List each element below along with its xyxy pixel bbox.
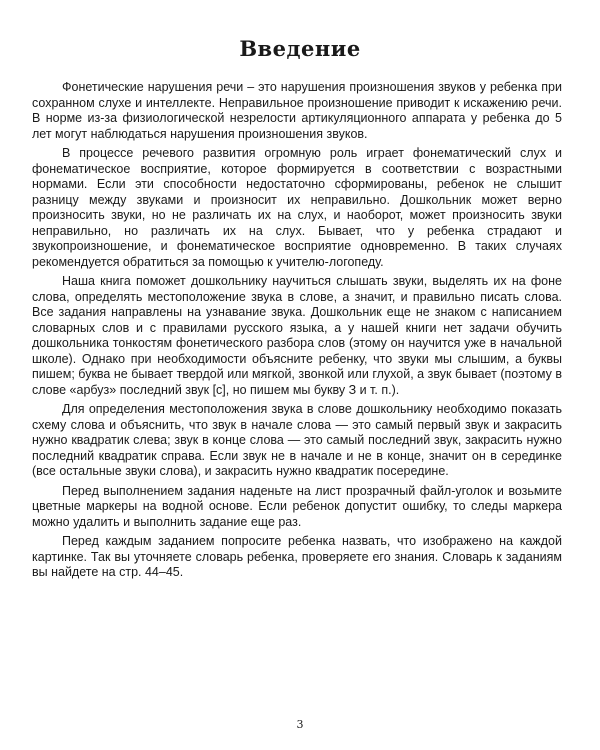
- page-title: Введение: [239, 36, 361, 61]
- paragraph-sound-position: Для определения местоположения звука в слове дошкольнику необходимо показать схему слова и объяснить, что звук в начале слова — это самый первый звук и закрасить нужно квадратик слева; звук в конце слова — это самый последний звук, закрасить нужно последний квадратик справа. Если звук не в начале и не в конце, значит он в серединке (все остальные звуки слова), и закрасить нужно квадратик посередине.: [32, 402, 562, 478]
- paragraph-book-purpose: Наша книга поможет дошкольнику научиться слышать звуки, выделять их на фоне слова, определять местоположение звука в слове, а значит, и правильно писать слова. Все задания направлены на узнавание звука. Дошкольник еще не знаком с написанием словарных слов и с правилами русского языка, а у нашей книги нет задачи обучить дошкольника тонкостям фонетического разбора слов (этому он научится уже в начальной школе). Однако при необходимости объясните ребенку, что звуки мы слышим, а буквы пишем; буква не бывает твердой или мягкой, звонкой или глухой, а звук бывает (поэтому в слове «арбуз» последний звук [с], но пишем мы букву З и т. п.).: [32, 274, 562, 397]
- page-number: 3: [296, 718, 304, 731]
- paragraph-speech-disorders: Фонетические нарушения речи – это нарушения произношения звуков у ребенка при сохранном слухе и интеллекте. Неправильное произношение приводит к искажению речи. В норме из-за физиологической незрелости артикуляционного аппарата у ребенка до 5 лет могут наблюдаться нарушения произношения звуков.: [32, 80, 562, 141]
- paragraph-markers: Перед выполнением задания наденьте на лист прозрачный файл-уголок и возьмите цветные маркеры на водной основе. Если ребенок допустит ошибку, то следы маркера можно удалить и выполнить задание еще раз.: [32, 483, 562, 529]
- paragraph-vocabulary: Перед каждым заданием попросите ребенка назвать, что изображено на каждой картинке. Так вы уточняете словарь ребенка, проверяете его знания. Словарь к заданиям вы найдете на стр. 44–45.: [32, 534, 562, 579]
- body-text: [32, 80, 562, 585]
- paragraph-phonemic-hearing: В процессе речевого развития огромную роль играет фонематический слух и фонематическое восприятие, которое формируется в соответствии с возрастными нормами. Если эти способности недостаточно сформированы, ребенок не слышит разницу между звуками и произносит их неправильно. Дошкольник может верно произносить звуки, но не различать их на слух, и наоборот, может произносить звуки неправильно, но различать их на слух. Бывает, что у ребенка страдают и звукопроизношение, и фонематическое восприятие одновременно. В таких случаях рекомендуется обратиться за помощью к учителю-логопеду.: [32, 146, 562, 269]
